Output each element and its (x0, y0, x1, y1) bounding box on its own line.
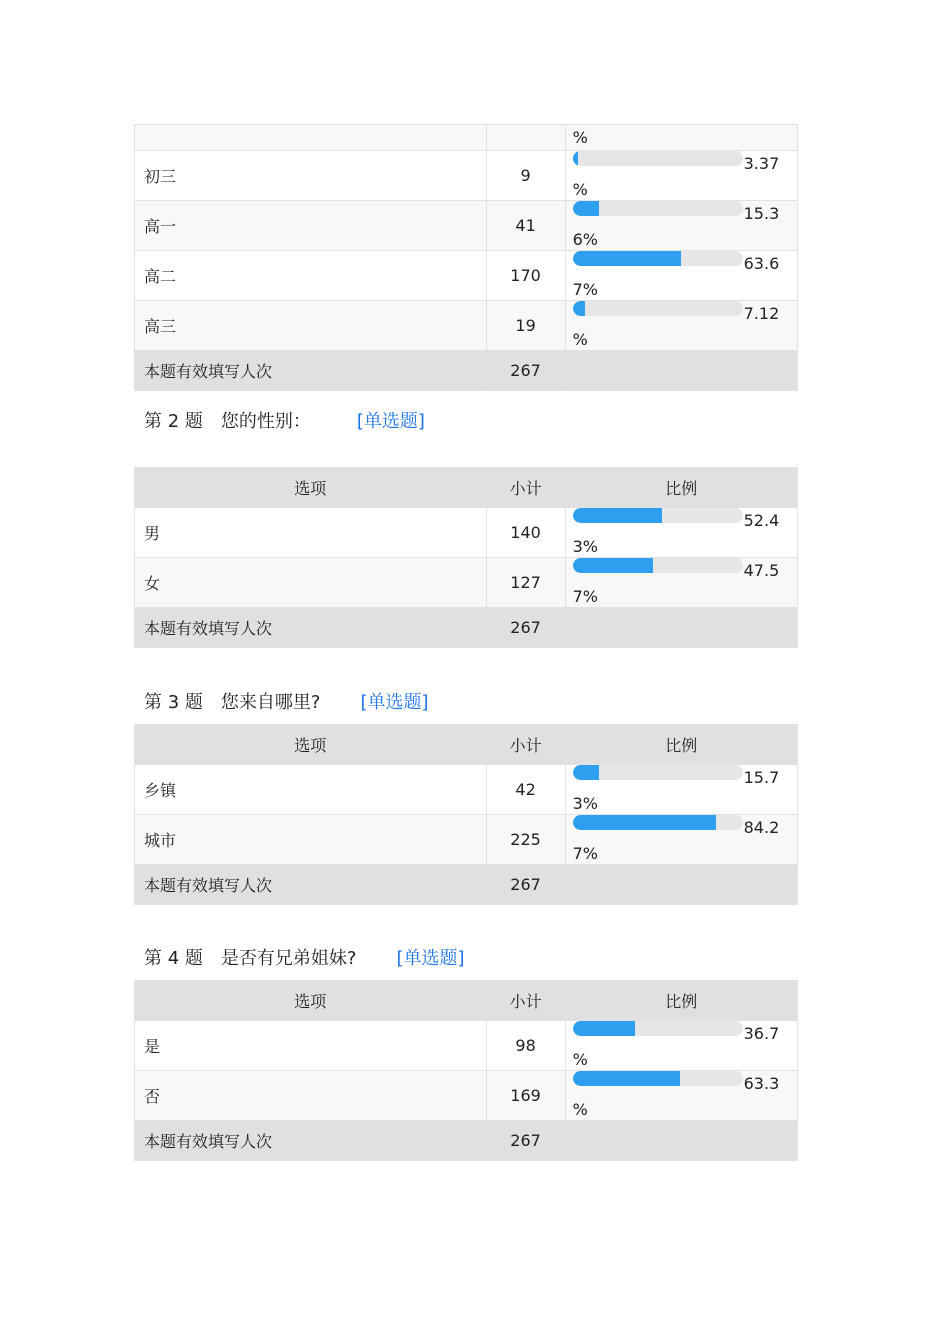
table-row (135, 558, 798, 608)
table-row (135, 508, 798, 558)
percent-bar-fill (573, 815, 716, 830)
option-label: 否 (135, 1071, 487, 1121)
table-row (135, 1071, 798, 1121)
valid-responses-label: 本题有效填写人次 (135, 865, 487, 905)
table-row (135, 251, 798, 301)
question-title (144, 688, 429, 714)
question-title (144, 944, 465, 970)
percent-bar (573, 765, 743, 780)
percent-bar (573, 251, 743, 266)
percent-text: % (572, 128, 588, 147)
table-footer-row (135, 351, 798, 391)
percent-text: 3.37 (743, 154, 780, 173)
valid-responses-label: 本题有效填写人次 (135, 608, 487, 648)
percent-text: 15.7 (743, 768, 780, 787)
percent-text: 52.4 (743, 511, 780, 530)
percent-text-tail: 7% (572, 587, 599, 606)
valid-responses-count: 267 (486, 608, 565, 648)
column-header-option: 选项 (135, 981, 487, 1021)
option-count: 41 (486, 201, 565, 251)
percent-bar-fill (573, 558, 654, 573)
table-footer-row (135, 608, 798, 648)
valid-responses-label: 本题有效填写人次 (135, 351, 487, 391)
table-row (135, 301, 798, 351)
q1-result-table (134, 124, 798, 391)
table-row (135, 151, 798, 201)
table-header-row (135, 468, 798, 508)
table-row (135, 765, 798, 815)
percent-bar (573, 301, 743, 316)
question-text: 第 4 题 是否有兄弟姐妹? (144, 948, 357, 969)
percent-bar-fill (573, 301, 585, 316)
percent-bar (573, 1021, 743, 1036)
table-footer-row (135, 865, 798, 905)
column-header-ratio: 比例 (565, 725, 797, 765)
valid-responses-count: 267 (486, 1121, 565, 1161)
percent-text-tail: 7% (572, 844, 599, 863)
option-count: 169 (486, 1071, 565, 1121)
question-type-tag: [单选题] (356, 411, 425, 432)
percent-text-tail: % (572, 1100, 588, 1119)
option-label: 女 (135, 558, 487, 608)
percent-text-tail: 7% (572, 280, 599, 299)
percent-text-tail: 3% (572, 537, 599, 556)
option-label: 男 (135, 508, 487, 558)
column-header-option: 选项 (135, 725, 487, 765)
percent-text: 63.3 (743, 1074, 780, 1093)
valid-responses-label: 本题有效填写人次 (135, 1121, 487, 1161)
option-label: 初三 (135, 151, 487, 201)
percent-bar (573, 815, 743, 830)
percent-bar-fill (573, 765, 600, 780)
percent-text-tail: % (572, 180, 588, 199)
option-label: 城市 (135, 815, 487, 865)
percent-bar-fill (573, 151, 579, 166)
percent-bar-fill (573, 251, 681, 266)
percent-text: 47.5 (743, 561, 780, 580)
question-text: 第 2 题 您的性别： (144, 411, 311, 432)
table-row (135, 1021, 798, 1071)
question-type-tag: [单选题] (396, 948, 465, 969)
percent-text: 84.2 (743, 818, 780, 837)
table-row (135, 125, 798, 151)
percent-text-tail: 6% (572, 230, 599, 249)
table-footer-row (135, 1121, 798, 1161)
option-label: 是 (135, 1021, 487, 1071)
option-count: 19 (486, 301, 565, 351)
option-count: 98 (486, 1021, 565, 1071)
option-count: 42 (486, 765, 565, 815)
table-header-row (135, 725, 798, 765)
percent-bar-fill (573, 1021, 635, 1036)
percent-bar (573, 151, 743, 166)
option-count: 127 (486, 558, 565, 608)
q2-result-table (134, 467, 798, 648)
percent-text-tail: 3% (572, 794, 599, 813)
percent-text: 15.3 (743, 204, 780, 223)
percent-bar (573, 508, 743, 523)
column-header-ratio: 比例 (565, 468, 797, 508)
table-row (135, 201, 798, 251)
question-title (144, 407, 425, 433)
table-header-row (135, 981, 798, 1021)
percent-bar-fill (573, 201, 599, 216)
column-header-count: 小计 (486, 725, 565, 765)
percent-bar (573, 201, 743, 216)
option-label: 乡镇 (135, 765, 487, 815)
option-label: 高一 (135, 201, 487, 251)
percent-bar-fill (573, 508, 662, 523)
option-count: 225 (486, 815, 565, 865)
percent-text: 36.7 (743, 1024, 780, 1043)
column-header-option: 选项 (135, 468, 487, 508)
percent-text: 7.12 (743, 304, 780, 323)
percent-text-tail: % (572, 1050, 588, 1069)
valid-responses-count: 267 (486, 351, 565, 391)
question-type-tag: [单选题] (360, 692, 429, 713)
percent-bar (573, 1071, 743, 1086)
column-header-ratio: 比例 (565, 981, 797, 1021)
q3-result-table (134, 724, 798, 905)
percent-text-tail: % (572, 330, 588, 349)
column-header-count: 小计 (486, 981, 565, 1021)
percent-bar (573, 558, 743, 573)
question-text: 第 3 题 您来自哪里? (144, 692, 321, 713)
option-label: 高三 (135, 301, 487, 351)
percent-bar-fill (573, 1071, 681, 1086)
option-count: 9 (486, 151, 565, 201)
option-count: 140 (486, 508, 565, 558)
valid-responses-count: 267 (486, 865, 565, 905)
option-label: 高二 (135, 251, 487, 301)
option-count: 170 (486, 251, 565, 301)
q4-result-table (134, 980, 798, 1161)
table-row (135, 815, 798, 865)
column-header-count: 小计 (486, 468, 565, 508)
percent-text: 63.6 (743, 254, 780, 273)
